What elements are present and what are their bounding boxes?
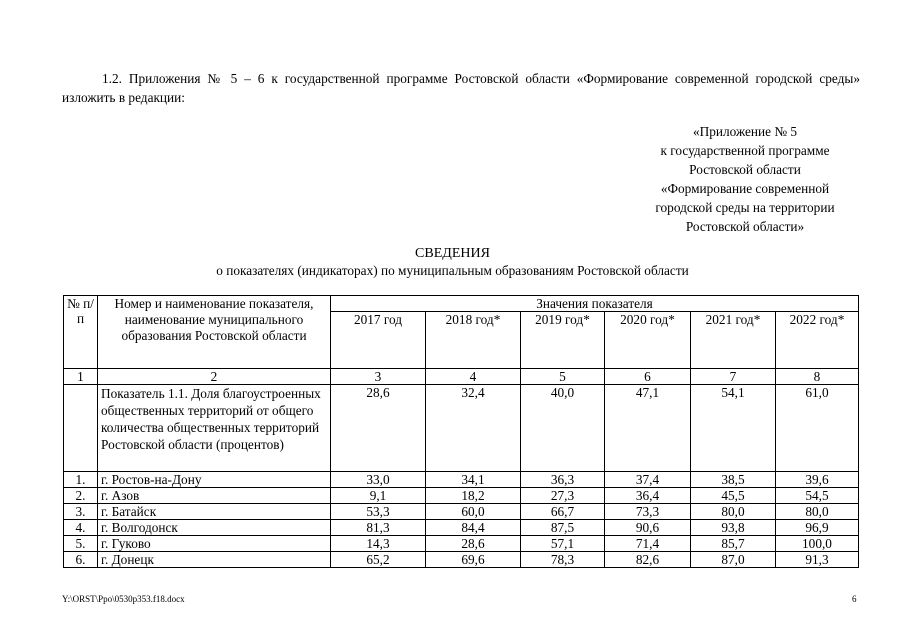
value-cell: 18,2: [426, 488, 521, 504]
value-cell: 53,3: [331, 504, 426, 520]
appendix-heading: [622, 122, 868, 236]
row-number: 5.: [64, 536, 98, 552]
value-cell: 87,5: [521, 520, 605, 536]
row-number: 3.: [64, 504, 98, 520]
table-row: [64, 472, 859, 488]
year-header: 2020 год*: [605, 312, 691, 369]
value-cell: 36,4: [605, 488, 691, 504]
appendix-line: к государственной программе: [660, 143, 830, 158]
municipality-name: г. Батайск: [98, 504, 331, 520]
column-number: 3: [331, 369, 426, 385]
value-cell: 39,6: [776, 472, 859, 488]
municipality-name: г. Азов: [98, 488, 331, 504]
row-number: 2.: [64, 488, 98, 504]
appendix-line: «Приложение № 5: [693, 124, 797, 139]
value-cell: 33,0: [331, 472, 426, 488]
column-number: 2: [98, 369, 331, 385]
indicator-value: 54,1: [691, 385, 776, 472]
header-name: Номер и наименование показателя, наименование муниципального образования Ростовской области: [98, 296, 331, 369]
value-cell: 37,4: [605, 472, 691, 488]
table-header-row: [64, 296, 859, 312]
year-header: 2019 год*: [521, 312, 605, 369]
value-cell: 73,3: [605, 504, 691, 520]
value-cell: 96,9: [776, 520, 859, 536]
table-body: [64, 472, 859, 568]
header-num: № п/п: [64, 296, 98, 369]
value-cell: 100,0: [776, 536, 859, 552]
value-cell: 27,3: [521, 488, 605, 504]
indicator-value: 61,0: [776, 385, 859, 472]
value-cell: 80,0: [691, 504, 776, 520]
value-cell: 60,0: [426, 504, 521, 520]
value-cell: 71,4: [605, 536, 691, 552]
value-cell: 87,0: [691, 552, 776, 568]
column-number: 1: [64, 369, 98, 385]
table-row: [64, 520, 859, 536]
indicator-value: 32,4: [426, 385, 521, 472]
value-cell: 34,1: [426, 472, 521, 488]
table-row: [64, 536, 859, 552]
indicator-value: 47,1: [605, 385, 691, 472]
value-cell: 81,3: [331, 520, 426, 536]
value-cell: 38,5: [691, 472, 776, 488]
value-cell: 28,6: [426, 536, 521, 552]
value-cell: 80,0: [776, 504, 859, 520]
value-cell: 84,4: [426, 520, 521, 536]
table-row: [64, 504, 859, 520]
footer-file-path: Y:\ORST\Ppo\0530p353.f18.docx: [62, 594, 185, 604]
municipality-name: г. Донецк: [98, 552, 331, 568]
year-header: 2022 год*: [776, 312, 859, 369]
municipality-name: г. Гуково: [98, 536, 331, 552]
table-row: [64, 552, 859, 568]
value-cell: 36,3: [521, 472, 605, 488]
value-cell: 66,7: [521, 504, 605, 520]
footer-page-number: 6: [852, 594, 857, 604]
value-cell: 85,7: [691, 536, 776, 552]
indicator-name: Показатель 1.1. Доля благоустроенных общественных территорий от общего количества общественных территорий Ростовской области (процентов): [98, 385, 331, 472]
intro-paragraph: 1.2. Приложения № 5 – 6 к государственной программе Ростовской области «Формирование современной городской среды» изложить в редакции:: [62, 71, 860, 105]
value-cell: 78,3: [521, 552, 605, 568]
value-cell: 69,6: [426, 552, 521, 568]
value-cell: 90,6: [605, 520, 691, 536]
indicator-num: [64, 385, 98, 472]
column-numbers-row: [64, 369, 859, 385]
indicator-value: 40,0: [521, 385, 605, 472]
value-cell: 9,1: [331, 488, 426, 504]
appendix-line: городской среды на территории: [655, 200, 835, 215]
indicators-table: [63, 295, 859, 568]
column-number: 5: [521, 369, 605, 385]
header-values: Значения показателя: [331, 296, 859, 312]
appendix-line: «Формирование современной: [660, 181, 830, 196]
indicator-value: 28,6: [331, 385, 426, 472]
value-cell: 45,5: [691, 488, 776, 504]
year-header: 2018 год*: [426, 312, 521, 369]
value-cell: 93,8: [691, 520, 776, 536]
appendix-line: Ростовской области»: [685, 219, 805, 234]
column-number: 4: [426, 369, 521, 385]
indicator-row: [64, 385, 859, 472]
value-cell: 65,2: [331, 552, 426, 568]
appendix-line: Ростовской области: [689, 162, 801, 177]
year-header: 2021 год*: [691, 312, 776, 369]
municipality-name: г. Ростов-на-Дону: [98, 472, 331, 488]
value-cell: 14,3: [331, 536, 426, 552]
value-cell: 82,6: [605, 552, 691, 568]
document-title: СВЕДЕНИЯ: [415, 246, 490, 261]
column-number: 6: [605, 369, 691, 385]
row-number: 1.: [64, 472, 98, 488]
value-cell: 91,3: [776, 552, 859, 568]
value-cell: 57,1: [521, 536, 605, 552]
value-cell: 54,5: [776, 488, 859, 504]
row-number: 6.: [64, 552, 98, 568]
row-number: 4.: [64, 520, 98, 536]
municipality-name: г. Волгодонск: [98, 520, 331, 536]
column-number: 7: [691, 369, 776, 385]
table-row: [64, 488, 859, 504]
document-subtitle: о показателях (индикаторах) по муниципальным образованиям Ростовской области: [216, 263, 689, 278]
year-header: 2017 год: [331, 312, 426, 369]
column-number: 8: [776, 369, 859, 385]
